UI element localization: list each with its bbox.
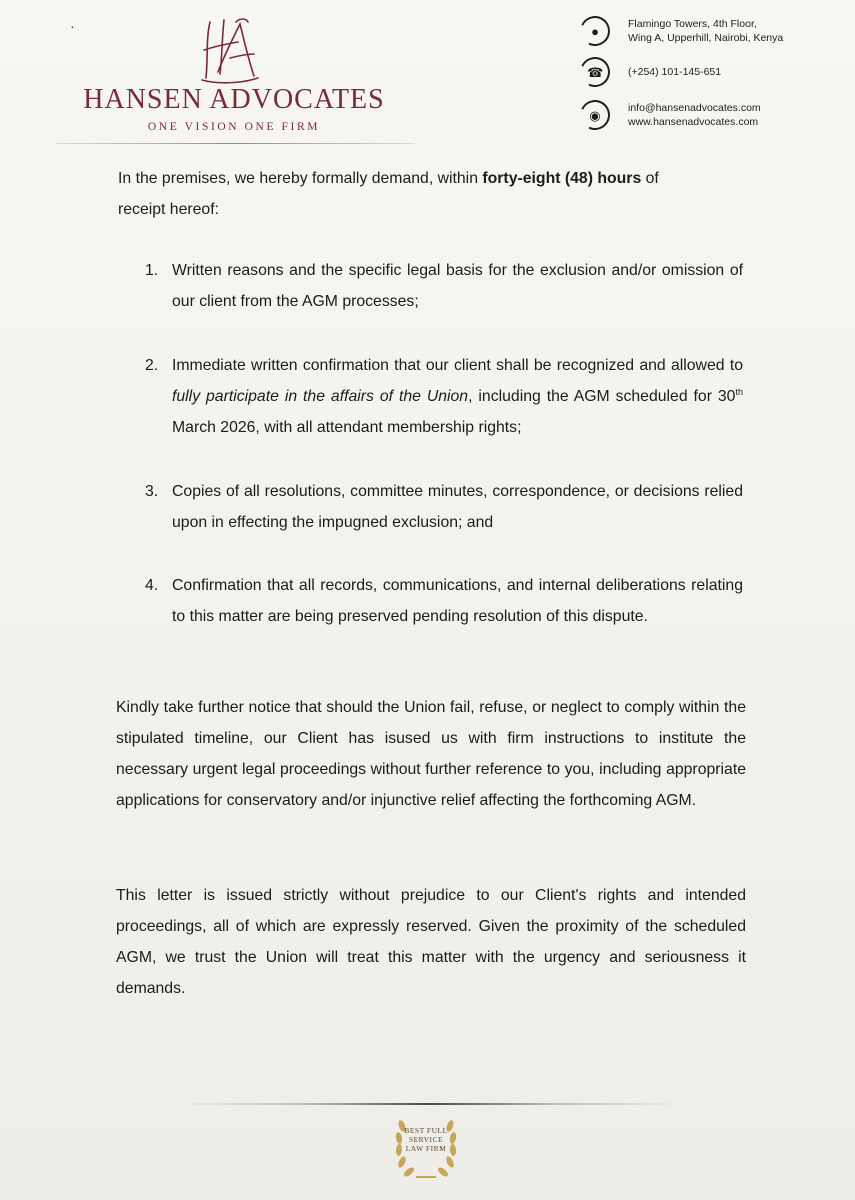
list-text: Written reasons and the specific legal basis for the exclusion and/or omission of our client from the AGM processes; — [172, 262, 743, 310]
badge-line-3: LAW FIRM — [405, 1144, 447, 1153]
badge-line-2: SERVICE — [408, 1135, 444, 1144]
deadline-bold: forty-eight (48) hours — [482, 170, 642, 187]
website-address: www.hansenadvocates.com — [628, 116, 759, 128]
list-text: Confirmation that all records, communications, and internal deliberations relating to this matter are being preserved pending resolution of this dispute. — [172, 577, 743, 625]
letterhead-divider — [55, 143, 415, 144]
stray-mark: · — [70, 18, 75, 34]
globe-icon: ◉ — [576, 96, 614, 134]
list-number: 2. — [145, 357, 159, 374]
address-line-1: Flamingo Towers, 4th Floor, — [628, 18, 757, 30]
badge-line-1: BEST FULL — [404, 1126, 448, 1135]
contact-address — [580, 16, 783, 46]
firm-tagline: ONE VISION ONE FIRM — [147, 121, 321, 133]
award-badge — [372, 1112, 480, 1188]
reservation-paragraph: This letter is issued strictly without prejudice to our Client's rights and intended proceedings, all of which are expressly reserved. Given the proximity of the scheduled AGM, we trust the Union will treat this matter with the urgency and seriousness it demands. — [116, 887, 746, 997]
email-address: info@hansenadvocates.com — [628, 102, 761, 114]
list-text-italic: fully participate in the affairs of the Union — [172, 388, 469, 405]
footer-divider — [180, 1103, 680, 1105]
list-item — [145, 570, 743, 632]
list-item — [145, 476, 743, 538]
location-pin-icon: ● — [576, 12, 614, 50]
list-number: 3. — [145, 483, 159, 500]
list-text: Copies of all resolutions, committee minutes, correspondence, or decisions relied upon in effecting the impugned exclusion; and — [172, 483, 743, 531]
intro-line-2: receipt hereof: — [118, 201, 219, 218]
address-line-2: Wing A, Upperhill, Nairobi, Kenya — [628, 32, 784, 44]
intro-text: In the premises, we hereby formally demand, within — [118, 170, 483, 187]
contact-web — [580, 100, 761, 130]
intro-text-of: of — [641, 170, 659, 187]
list-number: 1. — [145, 262, 159, 279]
list-number: 4. — [145, 577, 159, 594]
list-text-part: Immediate written confirmation that our client shall be recognized and allowed to — [172, 357, 743, 374]
phone-number: (+254) 101-145-651 — [628, 66, 722, 78]
ordinal-suffix: th — [735, 387, 743, 397]
firm-name: HANSEN ADVOCATES — [83, 84, 385, 115]
list-text-part: March 2026, with all attendant membership rights; — [172, 419, 522, 436]
hansen-monogram-logo — [196, 14, 266, 86]
intro-paragraph — [118, 163, 748, 225]
list-item — [145, 255, 743, 317]
contact-phone — [580, 57, 721, 87]
list-item — [145, 350, 743, 443]
list-text-part: , including the AGM scheduled for 30 — [468, 388, 736, 405]
telephone-icon: ☎ — [576, 53, 614, 91]
notice-paragraph: Kindly take further notice that should the Union fail, refuse, or neglect to comply within the stipulated timeline, our Client has isused us with firm instructions to institute the necessary urgent legal proceedings without further reference to you, including appropriate applications for conservatory and/or injunctive relief affecting the forthcoming AGM. — [116, 699, 746, 809]
list-text — [172, 350, 743, 443]
